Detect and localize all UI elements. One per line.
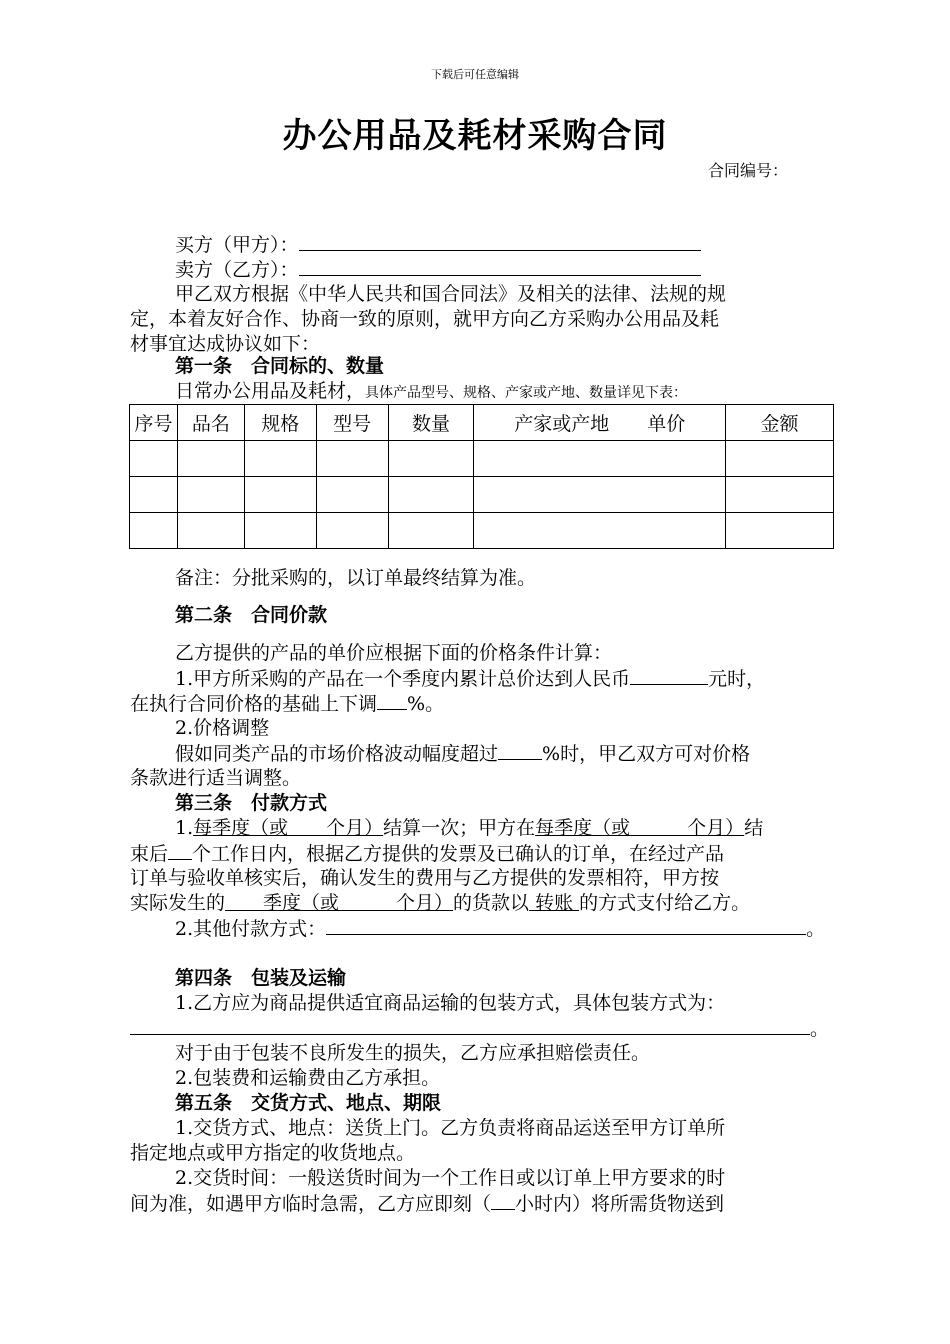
table-cell[interactable] [244, 513, 316, 549]
article-1-description [175, 379, 687, 406]
seller-field[interactable] [299, 257, 701, 276]
article-3-text: 结算一次；甲方在 [383, 817, 536, 839]
article-2-line [130, 691, 444, 717]
article-3-line [130, 891, 750, 916]
article-5-line: 2.交货时间：一般送货时间为一个工作日或以订单上甲方要求的时 [175, 1167, 726, 1189]
table-cell[interactable] [130, 441, 178, 477]
article-2-text: %。 [407, 693, 445, 715]
intro-line: 材事宜达成协议如下： [130, 333, 321, 355]
table-cell[interactable] [388, 477, 474, 513]
intro-line: 定，本着友好合作、协商一致的原则，就甲方向乙方采购办公用品及耗 [130, 308, 720, 330]
article-2-line [175, 741, 750, 767]
buyer-field[interactable] [299, 232, 701, 251]
article-5-text: 间为准，如遇甲方临时急需，乙方应即刻（ [130, 1193, 492, 1215]
article-1-heading: 第一条 合同标的、数量 [175, 355, 385, 377]
column-header: 型号 [316, 405, 388, 441]
table-cell[interactable] [726, 513, 834, 549]
contract-number-label: 合同编号： [708, 161, 789, 180]
column-header: 规格 [244, 405, 316, 441]
table-cell[interactable] [244, 477, 316, 513]
article-5-heading: 第五条 交货方式、地点、期限 [175, 1092, 442, 1114]
article-3-line [175, 816, 763, 841]
payment-period-field[interactable]: 每季度（或 个月） [535, 817, 745, 839]
article-3-heading: 第三条 付款方式 [175, 792, 328, 814]
table-cell[interactable] [316, 513, 388, 549]
table-cell[interactable] [316, 441, 388, 477]
discount-percent-field[interactable] [377, 691, 407, 710]
header-note: 下载后可任意编辑 [431, 68, 519, 81]
settlement-period-field[interactable]: 每季度（或 个月） [193, 817, 384, 839]
product-table [129, 404, 834, 549]
table-cell[interactable] [177, 477, 244, 513]
column-header: 序号 [130, 405, 178, 441]
table-cell[interactable] [177, 441, 244, 477]
article-3-line: 订单与验收单核实后，确认发生的费用与乙方提供的发票相符，甲方按 [130, 867, 720, 889]
article-3-text: 实际发生的 [130, 892, 226, 914]
table-cell[interactable] [177, 513, 244, 549]
table-row [130, 513, 834, 549]
seller-line [175, 257, 701, 283]
article-5-line: 1.交货方式、地点：送货上门。乙方负责将商品运送至甲方订单所 [175, 1117, 726, 1139]
article-4-line: 1.乙方应为商品提供适宜商品运输的包装方式，具体包装方式为： [175, 992, 726, 1014]
table-row [130, 477, 834, 513]
table-cell[interactable] [316, 477, 388, 513]
article-3-text: 的方式支付给乙方。 [579, 892, 751, 914]
article-2-line: 2.价格调整 [175, 717, 270, 739]
article-3-text: 结 [744, 817, 764, 839]
article-2-text: 1.甲方所采购的产品在一个季度内累计总价达到人民币 [175, 668, 631, 690]
table-cell[interactable] [474, 513, 726, 549]
article-2-text: %时，甲乙双方可对价格 [542, 743, 751, 765]
article-3-line [175, 916, 825, 942]
article-2-line [175, 666, 765, 692]
article-3-text: 束后 [130, 843, 169, 865]
article-2-heading: 第二条 合同价款 [175, 604, 328, 626]
urgent-hours-field[interactable] [491, 1191, 515, 1210]
column-header: 品名 [177, 405, 244, 441]
table-cell[interactable] [474, 477, 726, 513]
article-3-text: 的货款以 [453, 892, 530, 914]
table-cell[interactable] [726, 477, 834, 513]
workdays-field[interactable] [168, 841, 192, 860]
article-3-text: 2.其他付款方式： [175, 918, 327, 940]
column-header: 金额 [726, 405, 834, 441]
buyer-line [175, 232, 701, 258]
table-cell[interactable] [388, 513, 474, 549]
other-payment-field[interactable] [326, 916, 806, 935]
column-header: 数量 [388, 405, 474, 441]
buyer-label: 买方（甲方）： [175, 234, 299, 256]
article-3-line [130, 841, 724, 867]
article-4-line: 对于由于包装不良所发生的损失，乙方应承担赔偿责任。 [175, 1042, 651, 1064]
article-1-small-text: 具体产品型号、规格、产家或产地、数量详见下表： [365, 385, 688, 401]
table-cell[interactable] [130, 513, 178, 549]
table-cell[interactable] [130, 477, 178, 513]
packaging-method-field[interactable] [130, 1016, 810, 1035]
document-title: 办公用品及耗材采购合同 [282, 116, 668, 156]
article-3-text: 1. [175, 817, 194, 839]
total-amount-field[interactable] [630, 666, 708, 685]
article-4-line [130, 1016, 829, 1042]
article-3-text: 个工作日内，根据乙方提供的发票及已确认的订单，在经过产品 [192, 843, 725, 865]
article-1-text: 日常办公用品及耗材， [175, 380, 366, 402]
table-header-row [130, 405, 834, 441]
column-header: 产家或产地 单价 [474, 405, 726, 441]
article-2-text: 元时， [708, 668, 766, 690]
article-3-text: 。 [806, 918, 826, 940]
article-5-text: 小时内）将所需货物送到 [515, 1193, 725, 1215]
table-cell[interactable] [244, 441, 316, 477]
billing-period-field[interactable]: 季度（或 个月） [225, 892, 454, 914]
intro-line: 甲乙双方根据《中华人民共和国合同法》及相关的法律、法规的规 [175, 283, 727, 305]
table-row [130, 441, 834, 477]
article-5-line: 指定地点或甲方指定的收货地点。 [130, 1142, 416, 1164]
article-2-line: 乙方提供的产品的单价应根据下面的价格条件计算： [175, 642, 613, 664]
article-4-heading: 第四条 包装及运输 [175, 967, 347, 989]
table-cell[interactable] [388, 441, 474, 477]
article-5-line [130, 1191, 724, 1217]
article-2-text: 假如同类产品的市场价格波动幅度超过 [175, 743, 499, 765]
article-1-remark: 备注：分批采购的，以订单最终结算为准。 [175, 567, 537, 589]
fluctuation-percent-field[interactable] [498, 741, 542, 760]
payment-method-field[interactable]: 转账 [529, 892, 580, 914]
article-2-line: 条款进行适当调整。 [130, 767, 302, 789]
table-cell[interactable] [474, 441, 726, 477]
article-2-text: 在执行合同价格的基础上下调 [130, 693, 378, 715]
article-4-line: 2.包装费和运输费由乙方承担。 [175, 1067, 441, 1089]
seller-label: 卖方（乙方）： [175, 259, 299, 281]
table-cell[interactable] [726, 441, 834, 477]
article-4-text: 。 [810, 1018, 830, 1040]
